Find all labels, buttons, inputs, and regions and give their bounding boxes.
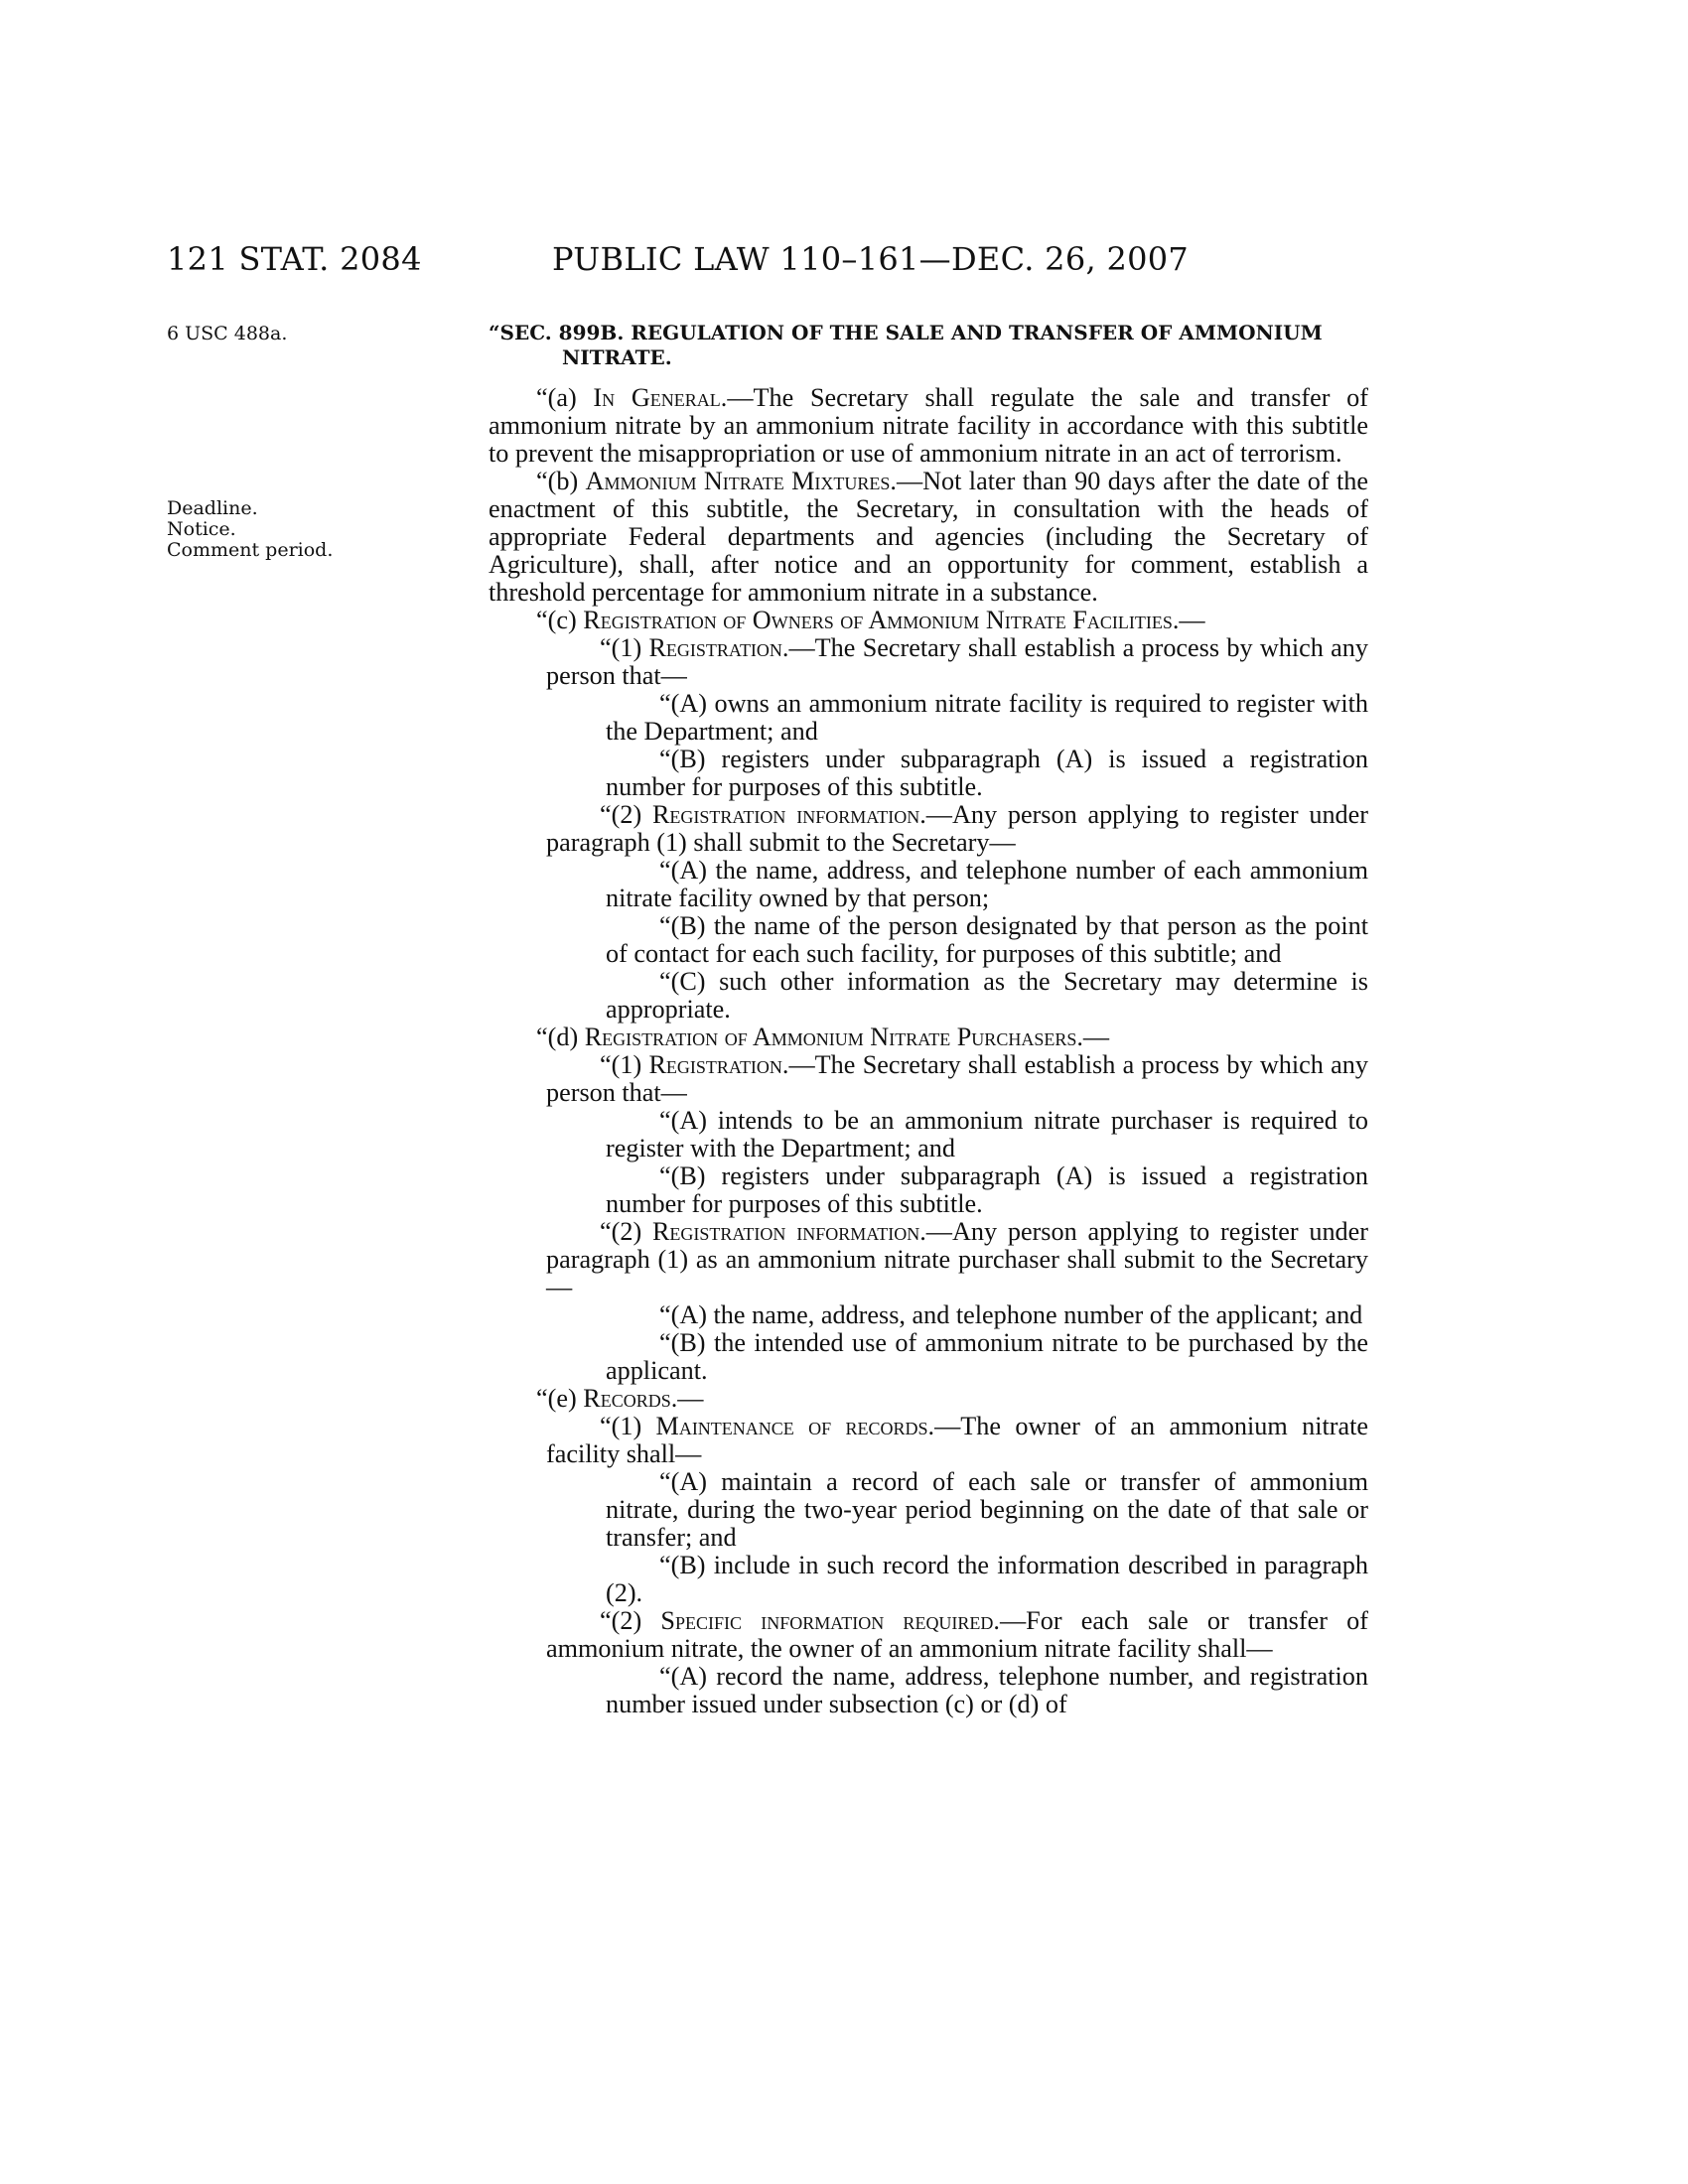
subsection-a: “(a) In General.—The Secretary shall regulate the sale and transfer of ammonium nitrate by an ammonium nitrate facility in accordance with this subtitle to prevent the misappropriation or use of ammonium nitrate in an act of terrorism. — [489, 383, 1368, 468]
paragraph-d1: “(1) Registration.—The Secretary shall establish a process by which any person that— — [546, 1050, 1368, 1107]
paragraph-e1: “(1) Maintenance of records.—The owner of an ammonium nitrate facility shall— — [546, 1412, 1368, 1468]
subparagraph-c2A: “(A) the name, address, and telephone number of each ammonium nitrate facility owned by that person; — [606, 856, 1368, 912]
caption-e1: Maintenance of records. — [655, 1412, 935, 1440]
section-heading — [489, 321, 1368, 370]
margin-note-deadline-group — [167, 498, 333, 561]
subparagraph-c1A: “(A) owns an ammonium nitrate facility is required to register with the Department; and — [606, 689, 1368, 746]
paragraph-c2: “(2) Registration information.—Any person applying to register under paragraph (1) shall submit to the Secretary— — [546, 800, 1368, 857]
paragraph-e2: “(2) Specific information required.—For each sale or transfer of ammonium nitrate, the owner of an ammonium nitrate facility shall— — [546, 1606, 1368, 1663]
subsection-d: “(d) Registration of Ammonium Nitrate Purchasers.— — [536, 1023, 1110, 1051]
page-header-law: PUBLIC LAW 110–161—DEC. 26, 2007 — [552, 240, 1190, 278]
paragraph-d2: “(2) Registration information.—Any person applying to register under paragraph (1) as an ammonium nitrate purchaser shall submit to the Secretary— — [546, 1217, 1368, 1301]
paragraph-c1: “(1) Registration.—The Secretary shall establish a process by which any person that— — [546, 633, 1368, 690]
caption-c1: Registration. — [648, 633, 789, 662]
subsection-c: “(c) Registration of Owners of Ammonium Nitrate Facilities.— — [536, 606, 1205, 634]
caption-d1: Registration. — [648, 1050, 789, 1079]
subparagraph-c1B: “(B) registers under subparagraph (A) is issued a registration number for purposes of this subtitle. — [606, 745, 1368, 801]
caption-b: Ammonium Nitrate Mixtures. — [585, 467, 897, 495]
subparagraph-d1B: “(B) registers under subparagraph (A) is issued a registration number for purposes of this subtitle. — [606, 1161, 1368, 1218]
caption-e2: Specific information required. — [660, 1606, 1000, 1635]
caption-d2: Registration information. — [651, 1217, 926, 1246]
caption-d: Registration of Ammonium Nitrate Purchasers. — [584, 1023, 1083, 1051]
margin-note-comment-period: Comment period. — [167, 539, 334, 561]
subparagraph-d1A: “(A) intends to be an ammonium nitrate purchaser is required to register with the Department; and — [606, 1106, 1368, 1162]
caption-e: Records. — [583, 1384, 678, 1413]
subparagraph-d2B: “(B) the intended use of ammonium nitrate to be purchased by the applicant. — [606, 1328, 1368, 1385]
subparagraph-c2C: “(C) such other information as the Secretary may determine is appropriate. — [606, 967, 1368, 1024]
caption-c: Registration of Owners of Ammonium Nitrate Facilities. — [583, 606, 1180, 634]
subparagraph-c2B: “(B) the name of the person designated by that person as the point of contact for each such facility, for purposes of this subtitle; and — [606, 911, 1368, 968]
subsection-e: “(e) Records.— — [536, 1384, 704, 1413]
margin-note-deadline: Deadline. — [167, 497, 258, 519]
subparagraph-e2A: “(A) record the name, address, telephone number, and registration number issued under subsection (c) or (d) of — [606, 1662, 1368, 1718]
margin-note-notice: Notice. — [167, 518, 236, 540]
subparagraph-e1A: “(A) maintain a record of each sale or transfer of ammonium nitrate, during the two-year period beginning on the date of that sale or transfer; and — [606, 1467, 1368, 1552]
subparagraph-e1B: “(B) include in such record the information described in paragraph (2). — [606, 1551, 1368, 1607]
page-header-stat: 121 STAT. 2084 — [167, 240, 422, 278]
section-heading-line1: “SEC. 899B. REGULATION OF THE SALE AND TRANSFER OF AMMONIUM — [489, 321, 1323, 344]
caption-c2: Registration information. — [651, 800, 926, 829]
margin-note-usc: 6 USC 488a. — [167, 323, 288, 344]
subsection-b: “(b) Ammonium Nitrate Mixtures.—Not later than 90 days after the date of the enactment of this subtitle, the Secretary, in consultation with the heads of appropriate Federal departments and agencies (including the Secretary of Agriculture), shall, after notice and an opportunity for comment, establish a threshold percentage for ammonium nitrate in a substance. — [489, 467, 1368, 607]
law-body — [489, 321, 1368, 1718]
caption-a: In General. — [593, 383, 728, 412]
subparagraph-d2A: “(A) the name, address, and telephone number of the applicant; and — [659, 1300, 1363, 1329]
section-heading-line2: NITRATE. — [562, 345, 672, 369]
